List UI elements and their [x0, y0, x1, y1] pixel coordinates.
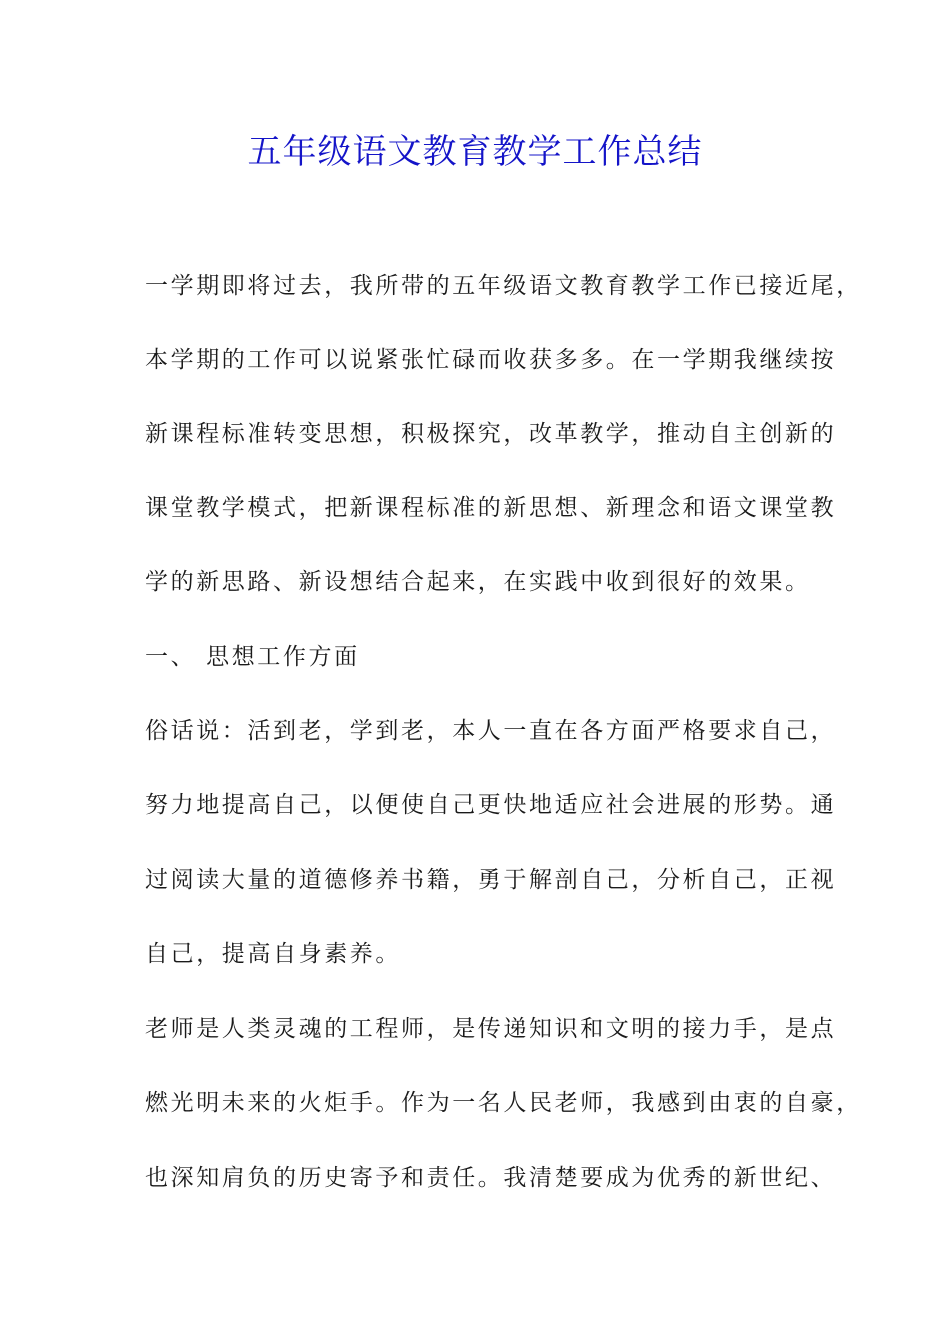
body-line: 过阅读大量的道德修养书籍，勇于解剖自己，分析自己，正视 — [145, 867, 837, 893]
body-line: 新课程标准转变思想，积极探究，改革教学，推动自主创新的 — [145, 421, 837, 447]
body-line: 自己，提高自身素养。 — [145, 941, 401, 967]
body-line: 努力地提高自己，以便使自己更快地适应社会进展的形势。通 — [145, 792, 837, 818]
body-line: 课堂教学模式，把新课程标准的新思想、新理念和语文课堂教 — [145, 495, 837, 521]
body-line: 也深知肩负的历史寄予和责任。我清楚要成为优秀的新世纪、 — [145, 1165, 837, 1191]
body-line: 本学期的工作可以说紧张忙碌而收获多多。在一学期我继续按 — [145, 347, 837, 373]
body-line: 一学期即将过去，我所带的五年级语文教育教学工作已接近尾， — [145, 273, 862, 299]
body-line: 老师是人类灵魂的工程师，是传递知识和文明的接力手，是点 — [145, 1016, 837, 1042]
document-title: 五年级语文教育教学工作总结 — [247, 132, 703, 172]
section-heading: 一、 思想工作方面 — [145, 644, 360, 670]
body-line: 学的新思路、新设想结合起来，在实践中收到很好的效果。 — [145, 569, 811, 595]
body-line: 俗话说：活到老，学到老，本人一直在各方面严格要求自己， — [145, 718, 837, 744]
body-line: 燃光明未来的火炬手。作为一名人民老师，我感到由衷的自豪， — [145, 1090, 862, 1116]
